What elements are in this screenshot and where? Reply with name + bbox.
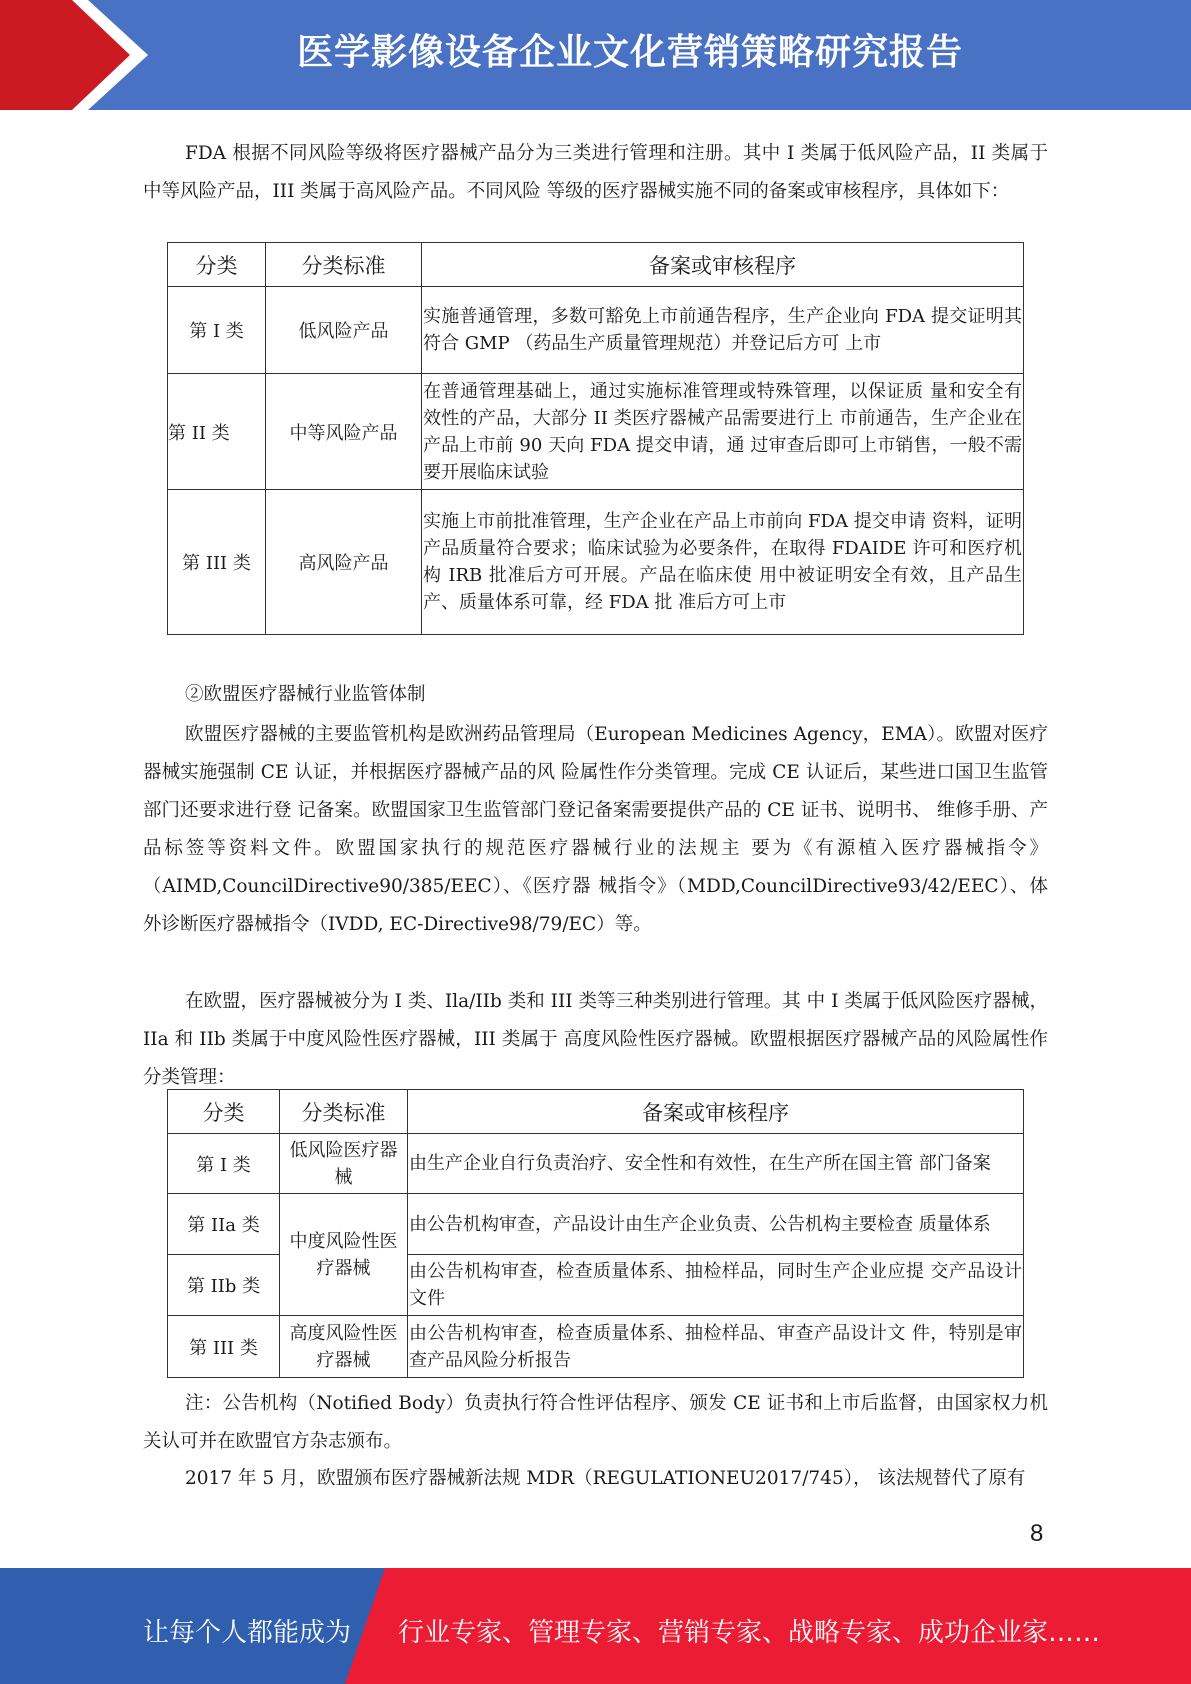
class-cell: 第 III 类 (168, 490, 266, 635)
fda-classification-table (167, 242, 1024, 635)
page-number: 8 (1030, 1520, 1044, 1547)
col-header-standard: 分类标准 (280, 1090, 408, 1134)
table-header-row (168, 243, 1024, 287)
footer-slogan-left: 让每个人都能成为 (143, 1618, 352, 1648)
standard-cell: 中等风险产品 (266, 374, 422, 490)
class-cell: 第 II 类 (168, 374, 266, 490)
table-row (168, 1134, 1024, 1194)
page-footer (0, 1568, 1191, 1684)
paragraph-eu-classes: 在欧盟，医疗器械被分为 I 类、Ila/IIb 类和 III 类等三种类别进行管理。其 中 I 类属于低风险医疗器械，IIa 和 IIb 类属于中度风险性医疗器械，III 类属于 高度风险性医疗器械。欧盟根据医疗器械产品的风险属性作分类管理： (143, 991, 1048, 1088)
paragraph-fda-intro: FDA 根据不同风险等级将医疗器械产品分为三类进行管理和注册。其中 I 类属于低风险产品，II 类属于中等风险产品，III 类属于高风险产品。不同风险 等级的医疗器械实施不同的备案或审核程序，具体如下： (143, 143, 1048, 202)
table-header-row (168, 1090, 1024, 1134)
table-row (168, 1194, 1024, 1255)
procedure-cell: 由公告机构审查，产品设计由生产企业负责、公告机构主要检查 质量体系 (408, 1194, 1024, 1255)
class-cell: 第 III 类 (168, 1316, 280, 1378)
class-cell: 第 IIb 类 (168, 1255, 280, 1316)
procedure-cell: 由生产企业自行负责治疗、安全性和有效性，在生产所在国主管 部门备案 (408, 1134, 1024, 1194)
paragraph-note: 注：公告机构（Notified Body）负责执行符合性评估程序、颁发 CE 证书和上市后监督，由国家权力机关认可并在欧盟官方杂志颁布。 (143, 1393, 1048, 1452)
page-header (0, 0, 1191, 110)
table-row (168, 490, 1024, 635)
col-header-class: 分类 (168, 1090, 280, 1134)
table-row (168, 374, 1024, 490)
report-title: 医学影像设备企业文化营销策略研究报告 (296, 32, 963, 73)
class-cell: 第 I 类 (168, 1134, 280, 1194)
procedure-cell: 由公告机构审查，检查质量体系、抽检样品、审查产品设计文 件，特别是审查产品风险分析报告 (408, 1316, 1024, 1378)
standard-cell: 高度风险性医疗器械 (280, 1316, 408, 1378)
procedure-cell: 实施普通管理，多数可豁免上市前通告程序，生产企业向 FDA 提交证明其符合 GMP （药品生产质量管理规范）并登记后方可 上市 (422, 287, 1024, 374)
procedure-cell: 由公告机构审查，检查质量体系、抽检样品，同时生产企业应提 交产品设计文件 (408, 1255, 1024, 1316)
paragraph-mdr: 2017 年 5 月，欧盟颁布医疗器械新法规 MDR（REGULATIONEU2017/745）， 该法规替代了原有 (185, 1468, 1026, 1489)
standard-cell: 高风险产品 (266, 490, 422, 635)
col-header-class: 分类 (168, 243, 266, 287)
class-cell: 第 IIa 类 (168, 1194, 280, 1255)
class-cell: 第 I 类 (168, 287, 266, 374)
standard-cell: 中度风险性医疗器械 (280, 1194, 408, 1316)
procedure-cell: 在普通管理基础上，通过实施标准管理或特殊管理，以保证质 量和安全有效性的产品，大部分 II 类医疗器械产品需要进行上 市前通告，生产企业在产品上市前 90 天向 FDA 提交申请，通 过审查后即可上市销售，一般不需要开展临床试验 (422, 374, 1024, 490)
col-header-procedure: 备案或审核程序 (408, 1090, 1024, 1134)
col-header-standard: 分类标准 (266, 243, 422, 287)
footer-slogan-right: 行业专家、管理专家、营销专家、战略专家、成功企业家…… (398, 1618, 1101, 1648)
procedure-cell: 实施上市前批准管理，生产企业在产品上市前向 FDA 提交申请 资料，证明产品质量符合要求；临床试验为必要条件，在取得 FDAIDE 许可和医疗机构 IRB 批准后方可开展。产品在临床使 用中被证明安全有效，且产品生产、质量体系可靠，经 FDA 批 准后方可上市 (422, 490, 1024, 635)
eu-classification-table (167, 1089, 1024, 1378)
paragraph-eu-regulator: 欧盟医疗器械的主要监管机构是欧洲药品管理局（European Medicines Agency，EMA）。欧盟对医疗器械实施强制 CE 认证，并根据医疗器械产品的风 险属性作分类管理。完成 CE 认证后，某些进口国卫生监管部门还要求进行登 记备案。欧盟国家卫生监管部门登记备案需要提供产品的 CE 证书、说明书、 维修手册、产品标签等资料文件。欧盟国家执行的规范医疗器械行业的法规主 要为《有源植入医疗器械指令》（AIMD,CouncilDirective90/385/EEC）、《医疗器 械指令》（MDD,CouncilDirective93/42/EEC）、体外诊断医疗器械指令（IVDD, EC-Directive98/79/EC）等。 (143, 724, 1048, 935)
col-header-procedure: 备案或审核程序 (422, 243, 1024, 287)
standard-cell: 低风险医疗器械 (280, 1134, 408, 1194)
table-row (168, 287, 1024, 374)
table-row (168, 1316, 1024, 1378)
standard-cell: 低风险产品 (266, 287, 422, 374)
section-heading-eu: ②欧盟医疗器械行业监管体制 (185, 684, 426, 705)
